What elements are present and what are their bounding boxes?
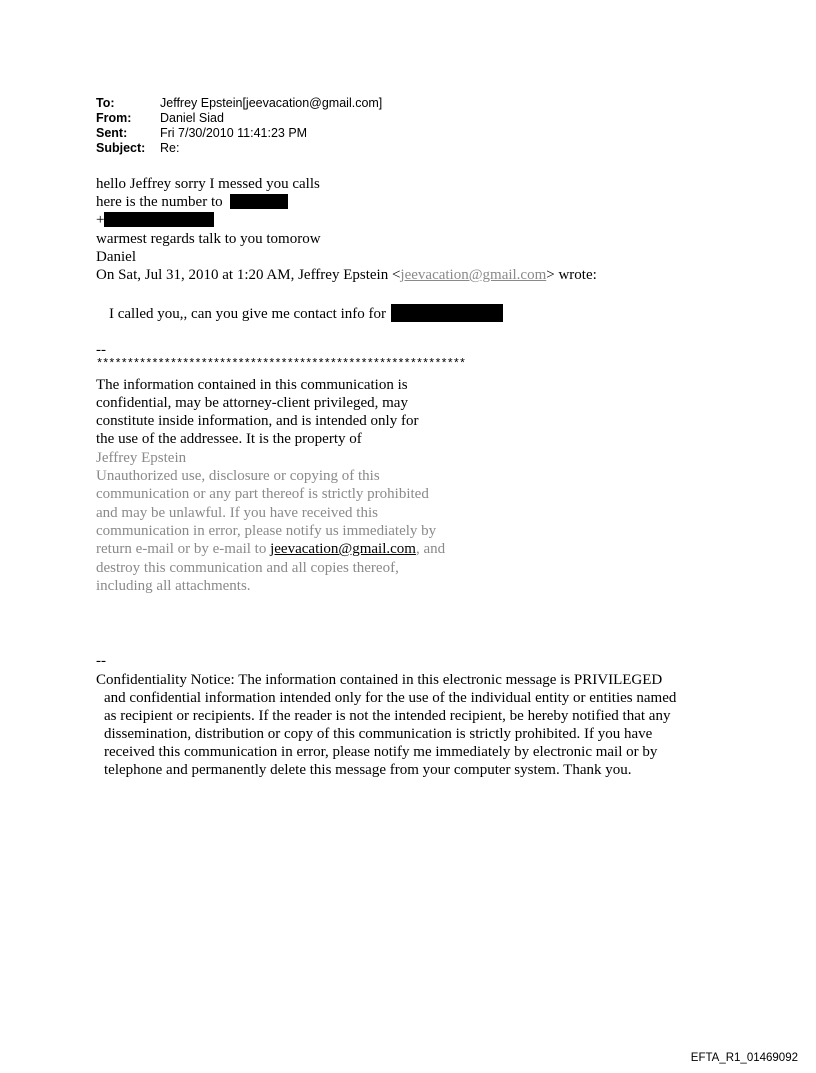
quote-intro-text: On Sat, Jul 31, 2010 at 1:20 AM, Jeffrey Epstein < — [96, 267, 401, 283]
from-label: From: — [96, 111, 132, 125]
disclaimer-email-link[interactable]: jeevacation@gmail.com — [270, 541, 416, 557]
disclaimer-stars: ************************************************************ — [96, 357, 466, 371]
quote-intro-tail: > wrote: — [546, 267, 597, 283]
disclaimer-line: including all attachments. — [96, 578, 251, 594]
body-line-1: hello Jeffrey sorry I messed you calls — [96, 176, 320, 192]
disclaimer-line: communication or any part thereof is strictly prohibited — [96, 486, 429, 502]
notice-line: Confidentiality Notice: The information contained in this electronic message is PRIVILEGED — [96, 672, 663, 688]
notice-line: as recipient or recipients. If the reader is not the intended recipient, be hereby notified that any — [104, 708, 671, 724]
to-label: To: — [96, 96, 115, 110]
notice-line: and confidential information intended only for the use of the individual entity or entities named — [104, 690, 677, 706]
disclaimer-line: The information contained in this communication is — [96, 377, 408, 393]
quote-email-link[interactable]: jeevacation@gmail.com — [400, 267, 547, 283]
notice-dashes: -- — [96, 653, 106, 669]
disclaimer-line: destroy this communication and all copies thereof, — [96, 560, 399, 576]
quote-intro — [96, 266, 597, 284]
disclaimer-return-line — [96, 540, 445, 558]
redaction-box — [391, 304, 503, 322]
document-id: EFTA_R1_01469092 — [690, 1052, 798, 1064]
notice-line: received this communication in error, please notify me immediately by electronic mail or by — [104, 744, 658, 760]
disclaimer-line: confidential, may be attorney-client privileged, may — [96, 395, 408, 411]
subject-value: Re: — [160, 141, 180, 155]
email-header — [96, 96, 382, 156]
notice-line: telephone and permanently delete this message from your computer system. Thank you. — [104, 762, 632, 778]
from-value: Daniel Siad — [160, 111, 224, 125]
body-line-3 — [96, 211, 214, 229]
quoted-line — [109, 304, 503, 323]
notice-line: dissemination, distribution or copy of this communication is strictly prohibited. If you have — [104, 726, 653, 742]
disclaimer-line: the use of the addressee. It is the property of — [96, 431, 362, 447]
disclaimer-owner: Jeffrey Epstein — [96, 450, 187, 466]
from-row — [96, 111, 382, 126]
disclaimer-return-text: return e-mail or by e-mail to — [96, 541, 271, 557]
body-line-2 — [96, 193, 288, 211]
phone-prefix: + — [96, 212, 105, 228]
disclaimer-line: and may be unlawful. If you have received this — [96, 505, 378, 521]
confidentiality-notice — [96, 671, 726, 779]
sent-label: Sent: — [96, 126, 128, 140]
sent-value: Fri 7/30/2010 11:41:23 PM — [160, 126, 308, 140]
redaction-box — [104, 212, 214, 227]
signature-name: Daniel — [96, 249, 136, 265]
to-value: Jeffrey Epstein[jeevacation@gmail.com] — [160, 96, 383, 110]
sent-row — [96, 126, 382, 141]
subject-row — [96, 141, 382, 156]
disclaimer-return-tail: , and — [415, 541, 446, 557]
body-line-2-text: here is the number to — [96, 194, 223, 210]
disclaimer-line: communication in error, please notify us immediately by — [96, 523, 437, 539]
disclaimer-dashes: -- — [96, 342, 106, 358]
quoted-line-text: I called you,, can you give me contact info for — [109, 306, 386, 322]
subject-label: Subject: — [96, 141, 146, 155]
to-row — [96, 96, 382, 111]
disclaimer-line: Unauthorized use, disclosure or copying of this — [96, 468, 380, 484]
redaction-box — [230, 194, 288, 209]
body-line-4: warmest regards talk to you tomorow — [96, 231, 321, 247]
disclaimer-line: constitute inside information, and is intended only for — [96, 413, 419, 429]
